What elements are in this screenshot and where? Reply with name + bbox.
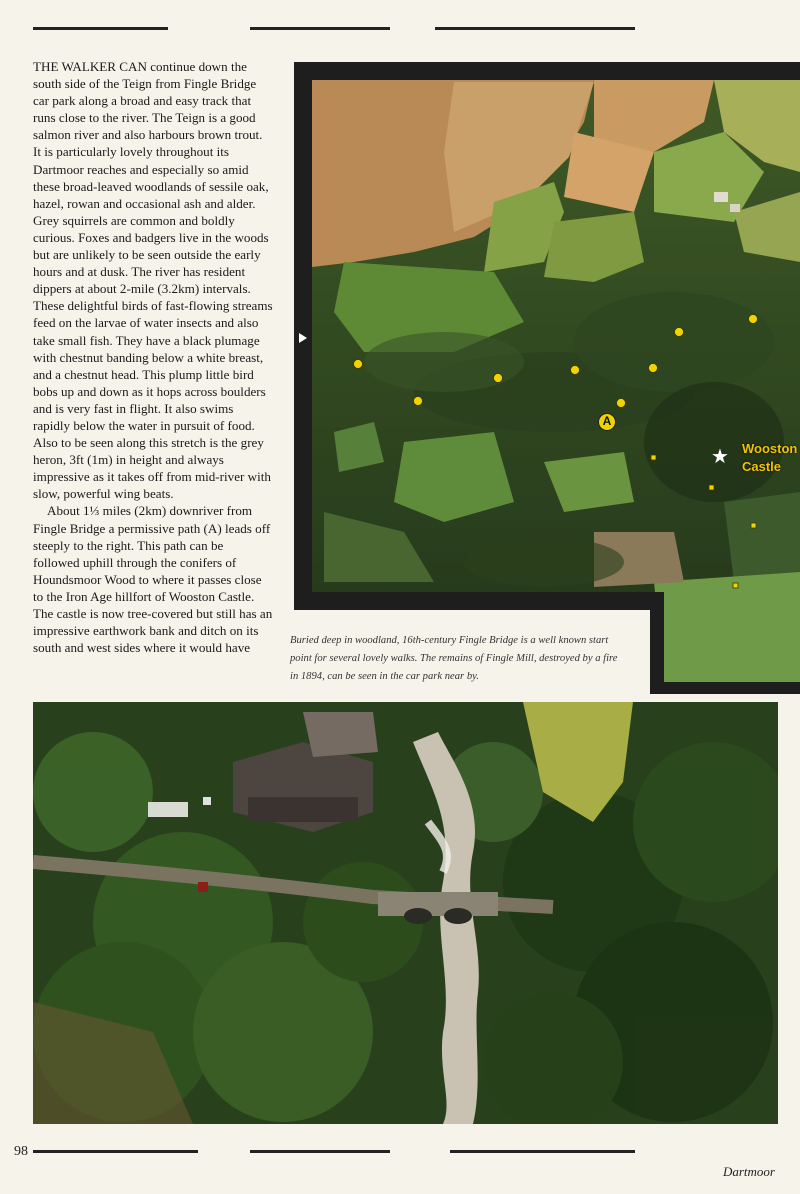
article-text <box>33 58 273 656</box>
article-paragraph-1: THE WALKER CAN continue down the south side of the Teign from Fingle Bridge car park along a broad and easy track that runs close to the river. The Teign is a good salmon river and also harbours brown trout. It is particularly lovely throughout its Dartmoor reaches and especially so amid these broad-leaved woodlands of sessile oak, hazel, rowan and occasional ash and alder. Grey squirrels are common and boldly curious. Foxes and badgers live in the woods but are unlikely to be seen outside the early hours and at dusk. The river has resident dippers at about 2-mile (3.2km) intervals. These delightful birds of fast-flowing streams feed on the larvae of water insects and also take small fish. They have a black plumage with chestnut banding below a white breast, and a chestnut head. This plump little bird bobs up and down as it hops across boulders and is very fast in flight. It also swims rapidly below the water in pursuit of food. Also to be seen along this stretch is the grey heron, 3ft (1m) in height and always impressive as it takes off from mid-river with slow, powerful wing beats. <box>33 59 273 502</box>
running-footer: Dartmoor <box>722 1164 775 1179</box>
footer-rule-left <box>33 1150 198 1153</box>
article-paragraph-2: About 1⅓ miles (2km) downriver from Fingle Bridge a permissive path (A) leads off steeply to the right. This path can be followed uphill through the conifers of Houndsmoor Wood to where it passes close to the Iron Age hillfort of Wooston Castle. The castle is now tree-covered but still has an impressive earthwork bank and ditch on its south and west sides where it would have <box>33 503 273 656</box>
fingle-bridge-image <box>33 702 778 1124</box>
header-rule-right <box>435 27 635 30</box>
footer-rule-right <box>450 1150 635 1153</box>
photo-caption: Buried deep in woodland, 16th-century Fingle Bridge is a well known start point for several lovely walks. The remains of Fingle Mill, destroyed by a fire in 1894, can be seen in the car park near by. <box>290 635 618 682</box>
page-number: 98 <box>14 1144 28 1159</box>
map-label-wooston-castle <box>742 440 797 476</box>
route-marker-a: A <box>598 413 616 431</box>
footer-rule-mid <box>250 1150 390 1153</box>
aerial-map-image <box>294 62 800 694</box>
map-label-line-2: Castle <box>742 459 782 474</box>
header-rule-mid <box>250 27 390 30</box>
castle-star-icon: ★ <box>711 444 729 468</box>
map-label-line-1: Wooston <box>742 441 798 456</box>
header-rule-left <box>33 27 168 30</box>
map-pointer-arrow-icon <box>299 333 307 343</box>
fingle-bridge-aerial-photo <box>33 702 778 1124</box>
aerial-map-photo <box>294 62 800 694</box>
